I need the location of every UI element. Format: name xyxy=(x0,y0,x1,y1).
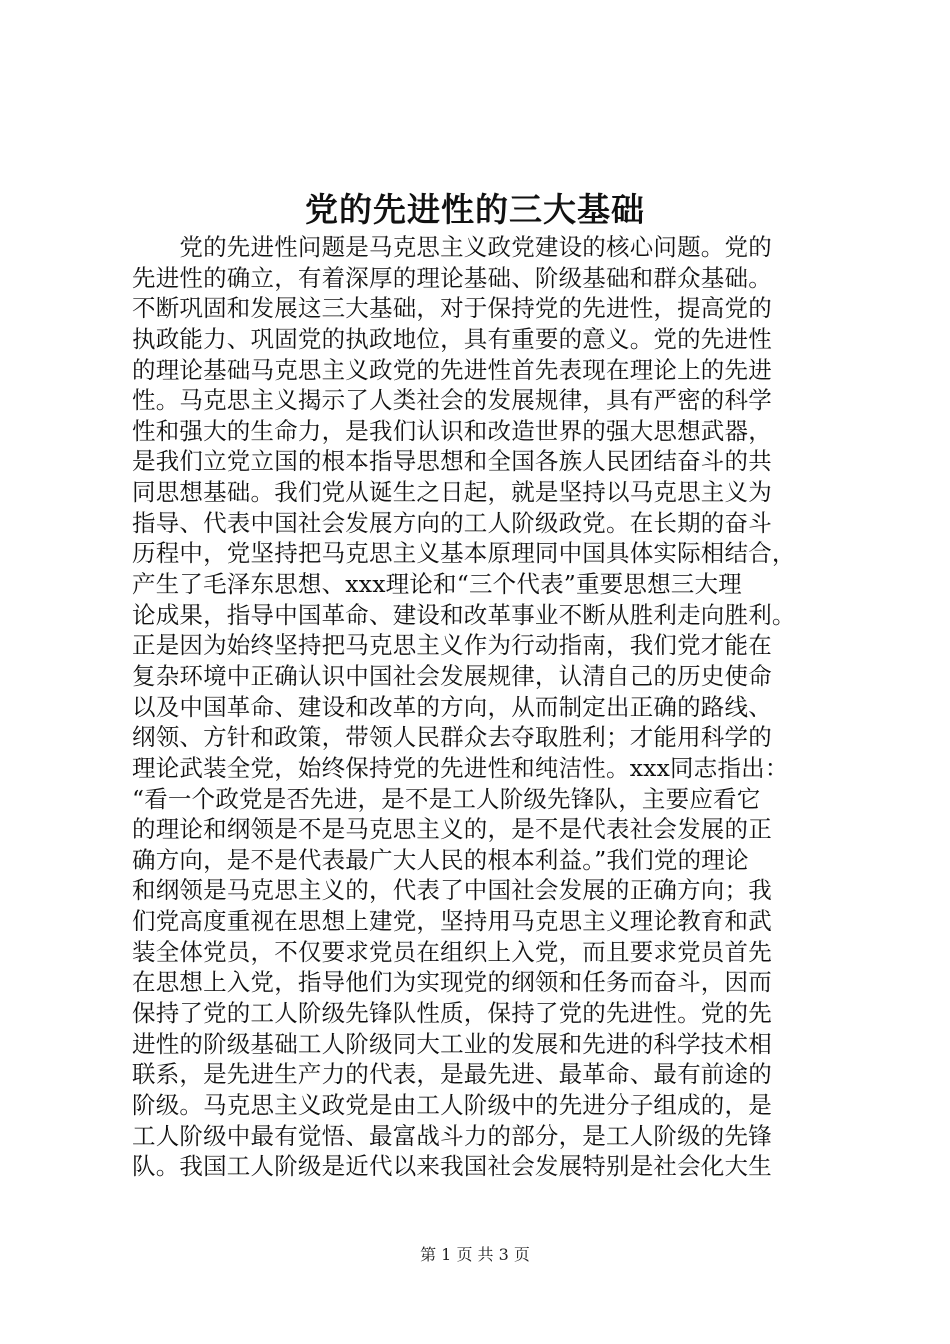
body-line: “看一个政党是否先进，是不是工人阶级先锋队，主要应看它 xyxy=(132,784,761,813)
body-line: 同思想基础。我们党从诞生之日起，就是坚持以马克思主义为 xyxy=(132,478,772,507)
body-line: 们党高度重视在思想上建党，坚持用马克思主义理论教育和武 xyxy=(132,907,772,936)
body-line: 指导、代表中国社会发展方向的工人阶级政党。在长期的奋斗 xyxy=(132,508,772,537)
body-line: 是我们立党立国的根本指导思想和全国各族人民团结奋斗的共 xyxy=(132,447,772,476)
body-line: 纲领、方针和政策，带领人民群众去夺取胜利；才能用科学的 xyxy=(132,723,772,752)
body-line: 党的先进性问题是马克思主义政党建设的核心问题。党的 xyxy=(132,233,772,261)
body-line: 复杂环境中正确认识中国社会发展规律，认清自己的历史使命 xyxy=(132,661,772,690)
page-number-footer: 第 1 页 共 3 页 xyxy=(420,1245,530,1264)
body-line: 保持了党的工人阶级先锋队性质，保持了党的先进性。党的先 xyxy=(132,999,772,1028)
body-line: 论成果，指导中国革命、建设和改革事业不断从胜利走向胜利。 xyxy=(132,600,796,629)
body-line: 工人阶级中最有觉悟、最富战斗力的部分，是工人阶级的先锋 xyxy=(132,1121,772,1150)
body-line: 不断巩固和发展这三大基础，对于保持党的先进性，提高党的 xyxy=(132,294,772,323)
body-line: 联系，是先进生产力的代表，是最先进、最革命、最有前途的 xyxy=(132,1060,772,1089)
body-line: 以及中国革命、建设和改革的方向，从而制定出正确的路线、 xyxy=(132,692,772,721)
body-line: 阶级。马克思主义政党是由工人阶级中的先进分子组成的，是 xyxy=(132,1090,772,1119)
document-body xyxy=(132,232,832,1182)
body-line: 确方向，是不是代表最广大人民的根本利益。”我们党的理论 xyxy=(132,845,749,874)
body-line: 产生了毛泽东思想、xxx理论和“三个代表”重要思想三大理 xyxy=(132,570,742,599)
body-line: 性。马克思主义揭示了人类社会的发展规律，具有严密的科学 xyxy=(132,386,772,415)
body-line: 装全体党员，不仅要求党员在组织上入党，而且要求党员首先 xyxy=(132,937,772,966)
body-line: 队。我国工人阶级是近代以来我国社会发展特别是社会化大生 xyxy=(132,1152,772,1181)
body-line: 的理论基础马克思主义政党的先进性首先表现在理论上的先进 xyxy=(132,355,772,384)
body-line: 在思想上入党，指导他们为实现党的纲领和任务而奋斗，因而 xyxy=(132,968,772,997)
body-line: 和纲领是马克思主义的，代表了中国社会发展的正确方向；我 xyxy=(132,876,772,905)
document-title: 党的先进性的三大基础 xyxy=(305,190,645,229)
body-line: 性和强大的生命力，是我们认识和改造世界的强大思想武器， xyxy=(132,416,772,445)
body-line: 先进性的确立，有着深厚的理论基础、阶级基础和群众基础。 xyxy=(132,263,772,292)
body-line: 的理论和纲领是不是马克思主义的，是不是代表社会发展的正 xyxy=(132,815,772,844)
body-line: 执政能力、巩固党的执政地位，具有重要的意义。党的先进性 xyxy=(132,324,772,353)
body-line: 历程中，党坚持把马克思主义基本原理同中国具体实际相结合， xyxy=(132,539,796,568)
body-line: 理论武装全党，始终保持党的先进性和纯洁性。xxx同志指出： xyxy=(132,753,789,782)
body-line: 进性的阶级基础工人阶级同大工业的发展和先进的科学技术相 xyxy=(132,1029,772,1058)
body-line: 正是因为始终坚持把马克思主义作为行动指南，我们党才能在 xyxy=(132,631,772,660)
